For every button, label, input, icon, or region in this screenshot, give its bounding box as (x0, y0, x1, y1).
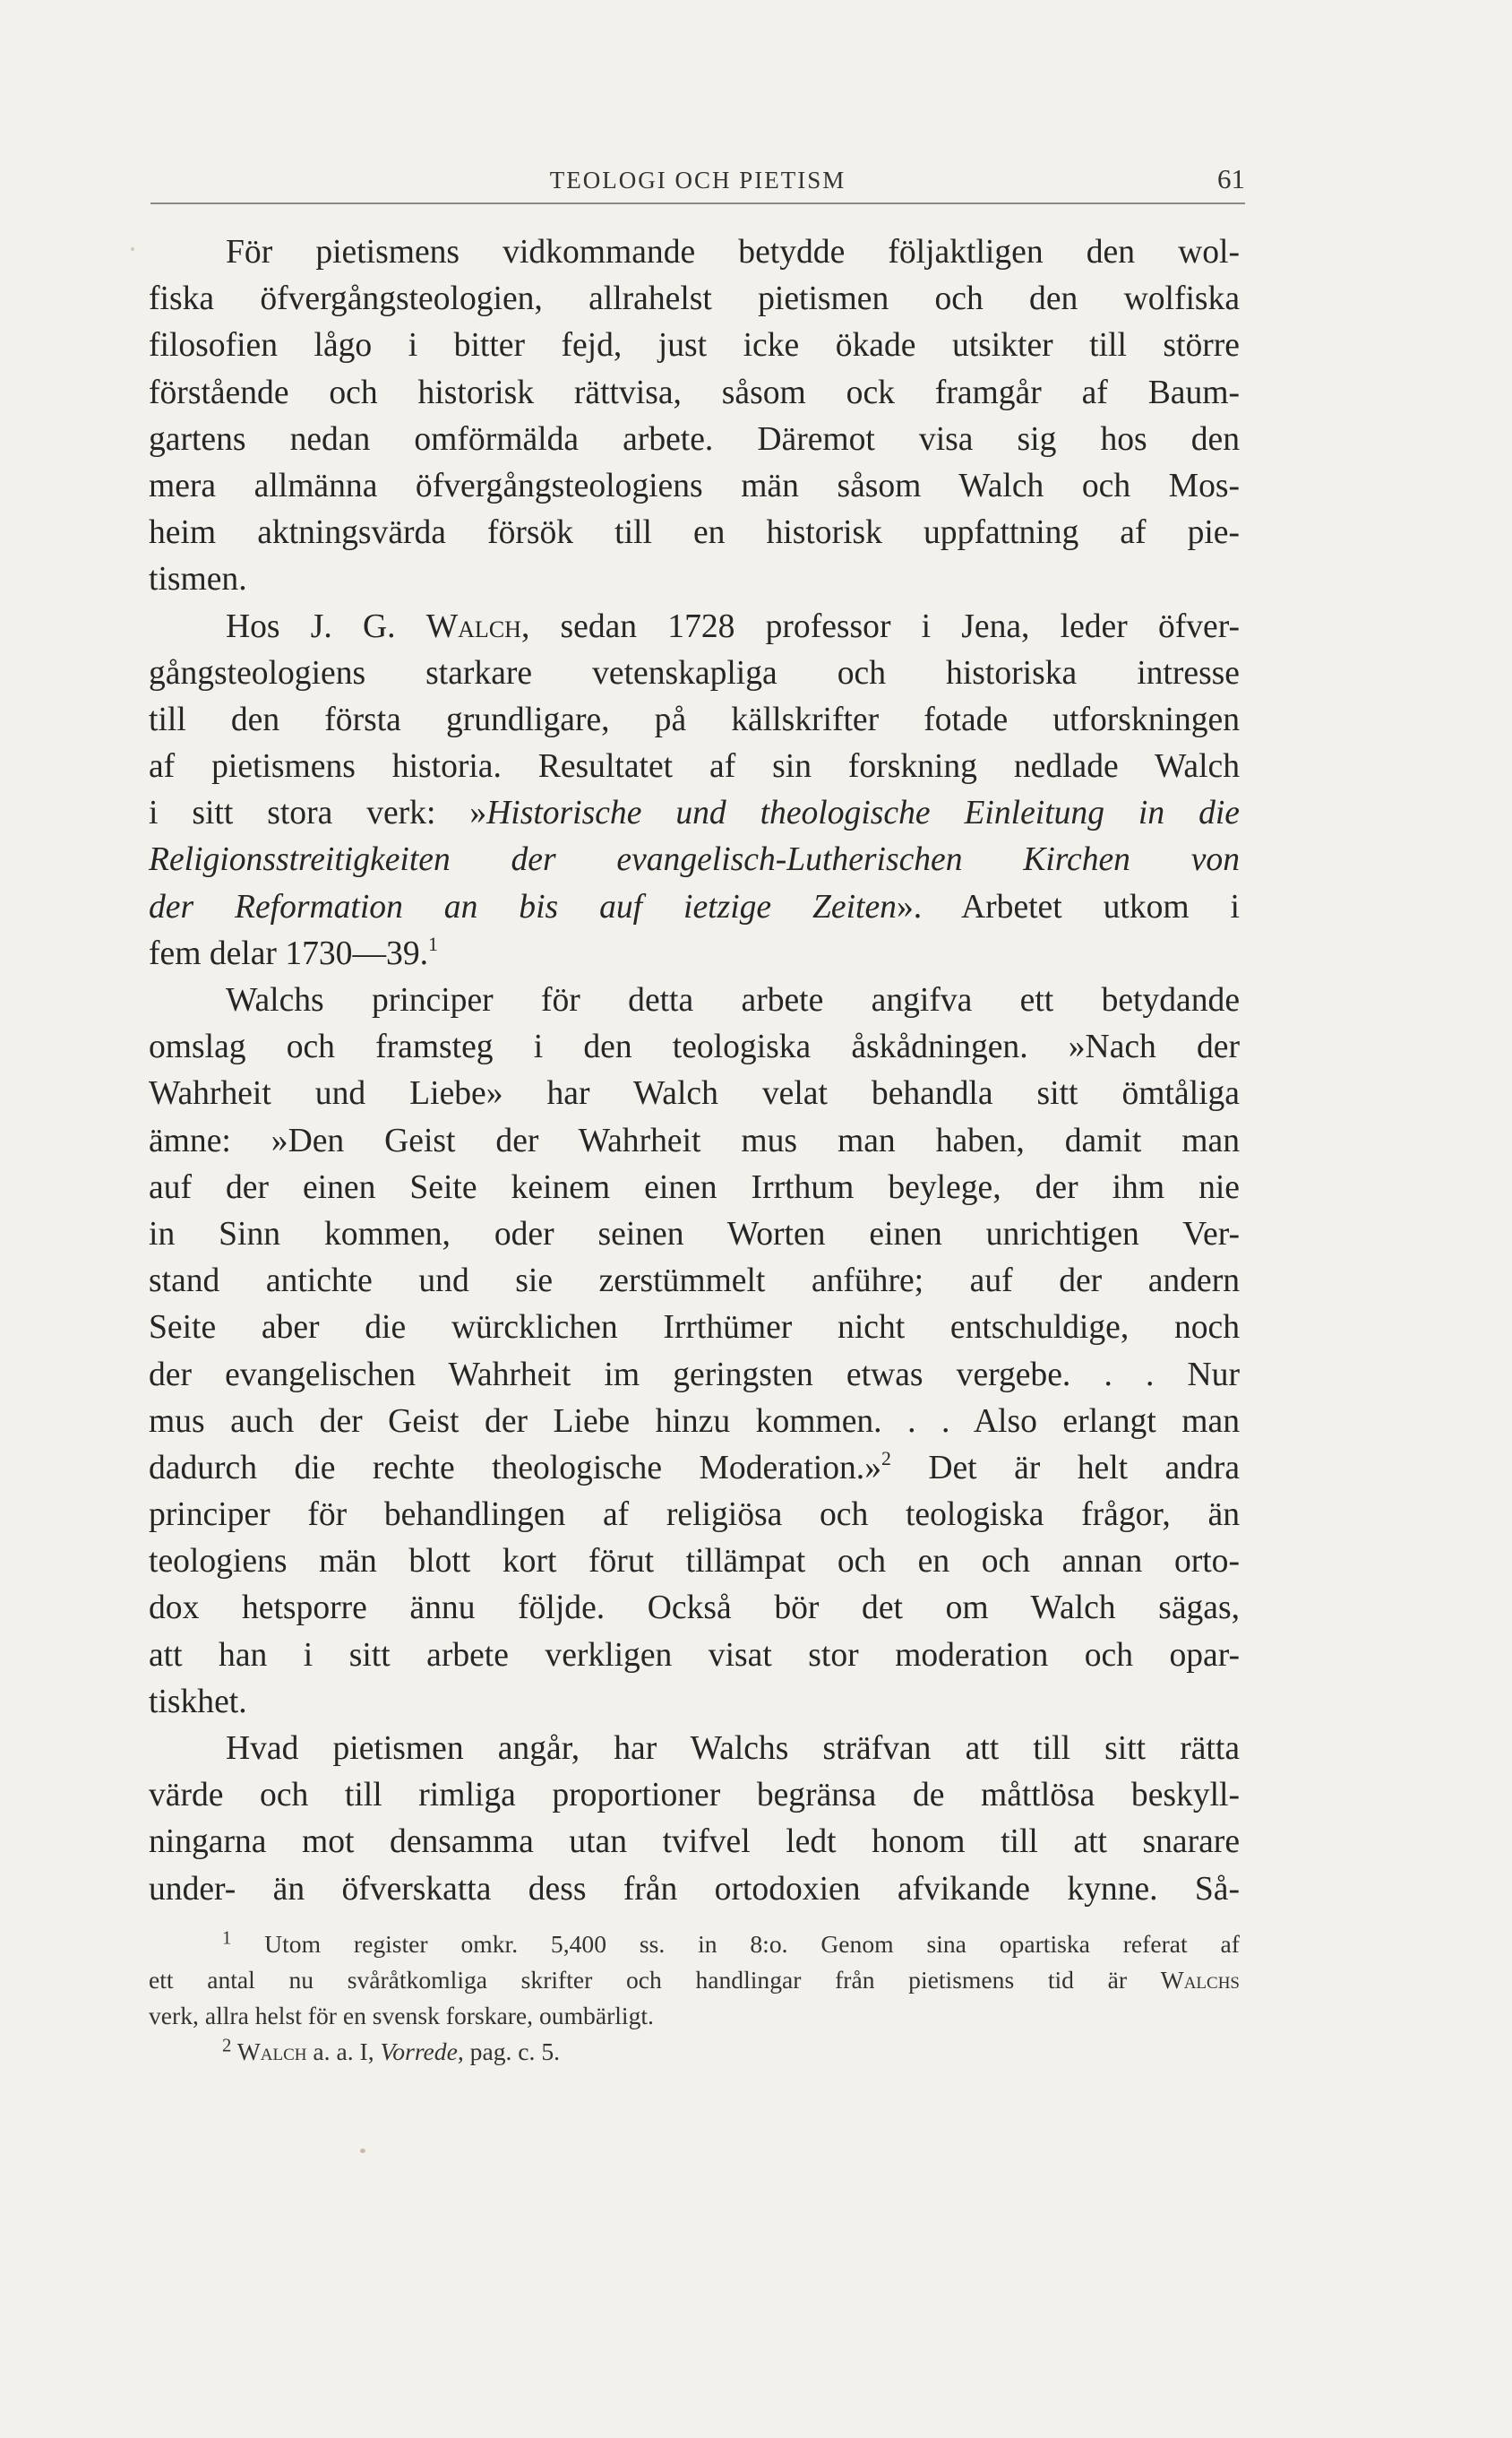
text-line: värde och till rimliga proportioner begränsa de måttlösa beskyll- (149, 1777, 1240, 1814)
text-line: dadurch die rechte theologische Moderation.»$^2$ Det är helt andra (149, 1447, 1240, 1486)
text-line: teologiens män blott kort förut tillämpat och en och annan orto- (149, 1543, 1240, 1581)
text-line: Wahrheit und Liebe» har Walch velat behandla sitt ömtåliga (149, 1075, 1240, 1113)
book-title-italic: Historische und theologische Einleitung in die (486, 795, 1240, 832)
footnote-ref: 1 (428, 933, 438, 955)
text-line: För pietismens vidkommande betydde följaktligen den wol- (226, 234, 1240, 271)
footnote-1: ett antal nu svåråtkomliga skrifter och handlingar från pietismens tid är Walchs (149, 1966, 1240, 1994)
main-text (149, 229, 1240, 1913)
text-line: tiskhet. (149, 1683, 247, 1720)
text-line: stand antichte und sie zerstümmelt anführe; auf der andern (149, 1262, 1240, 1300)
text-line: att han i sitt arbete verkligen visat stor moderation och opar- (149, 1636, 1240, 1674)
footnote-marker: 2 (222, 2036, 232, 2056)
paper-speck (360, 2149, 365, 2153)
paper-speck (131, 247, 134, 251)
author-name-smallcaps: Walch (231, 2037, 307, 2065)
page-number: 61 (1217, 163, 1245, 194)
text-line: Hvad pietismen angår, har Walchs sträfvan att till sitt rätta (226, 1730, 1240, 1767)
footnote-2: $^2$ Walch a. a. I, Vorrede, pag. c. 5. (222, 2036, 561, 2065)
text-line: fem delar 1730—39.$^1$ (149, 933, 438, 972)
text-line: filosofien lågo i bitter fejd, just icke ökade utsikter till större (149, 327, 1240, 365)
text-line: Hos J. G. Walch, sedan 1728 professor i Jena, leder öfver- (226, 607, 1240, 645)
text-line: under- än öfverskatta dess från ortodoxien afvikande kynne. Så- (149, 1870, 1240, 1908)
text-line: Seite aber die würcklichen Irrthümer nicht entschuldige, noch (149, 1309, 1240, 1347)
text-line: gångsteologiens starkare vetenskapliga och historiska intresse (149, 654, 1240, 692)
book-title-italic: der Reformation an bis auf ietzige Zeiten (149, 888, 897, 926)
footnote-1: $^1$ Utom register omkr. 5,400 ss. in 8:o. Genom sina opartiska referat af (222, 1928, 1240, 1958)
source-title-italic: Vorrede, (380, 2037, 464, 2065)
text-line: heim aktningsvärda försök till en historisk uppfattning af pie- (149, 514, 1240, 552)
author-name-smallcaps: Walchs (1160, 1966, 1240, 1994)
text-line: mus auch der Geist der Liebe hinzu kommen. . . Also erlangt man (149, 1402, 1240, 1440)
text-line: omslag och framsteg i den teologiska åskådningen. »Nach der (149, 1029, 1240, 1066)
page-header (150, 159, 1245, 204)
text-line: förstående och historisk rättvisa, såsom ock framgår af Baum- (149, 374, 1240, 411)
book-title-italic: Religionsstreitigkeiten der evangelisch-Lutherischen Kirchen von (149, 841, 1240, 879)
text-line: principer för behandlingen af religiösa och teologiska frågor, än (149, 1496, 1240, 1534)
text-line: auf der einen Seite keinem einen Irrthum beylege, der ihm nie (149, 1168, 1240, 1206)
footnotes (149, 1926, 1240, 2070)
text-line: tismen. (149, 561, 247, 599)
text-line (149, 837, 1240, 883)
footnote-1: verk, allra helst för en svensk forskare, oumbärligt. (149, 2002, 654, 2029)
footnote-ref: 2 (881, 1447, 891, 1469)
text-line: ämne: »Den Geist der Wahrheit mus man haben, damit man (149, 1122, 1240, 1159)
text-line: af pietismens historia. Resultatet af sin forskning nedlade Walch (149, 748, 1240, 786)
text-line: der evangelischen Wahrheit im geringsten etwas vergebe. . . Nur (149, 1356, 1240, 1393)
text-line: in Sinn kommen, oder seinen Worten einen unrichtigen Ver- (149, 1215, 1240, 1253)
text-line: mera allmänna öfvergångsteologiens män såsom Walch och Mos- (149, 467, 1240, 504)
text-line: i sitt stora verk: »Historische und theologische Einleitung in die (149, 795, 1240, 832)
text-line: der Reformation an bis auf ietzige Zeiten». Arbetet utkom i (149, 888, 1240, 926)
text-line: till den första grundligare, på källskrifter fotade utforskningen (149, 701, 1240, 738)
text-line: fiska öfvergångsteologien, allrahelst pietismen och den wolfiska (149, 280, 1240, 318)
footnote-marker: 1 (222, 1928, 232, 1949)
text-line: Walchs principer för detta arbete angifva ett betydande (226, 982, 1240, 1019)
author-name-smallcaps: Walch (425, 607, 521, 645)
text-line: ningarna mot densamma utan tvifvel ledt honom till att snarare (149, 1823, 1240, 1861)
running-title: TEOLOGI OCH PIETISM (549, 167, 846, 194)
text-line: gartens nedan omförmälda arbete. Däremot visa sig hos den (149, 420, 1240, 458)
text-line: dox hetsporre ännu följde. Också bör det om Walch sägas, (149, 1589, 1240, 1627)
